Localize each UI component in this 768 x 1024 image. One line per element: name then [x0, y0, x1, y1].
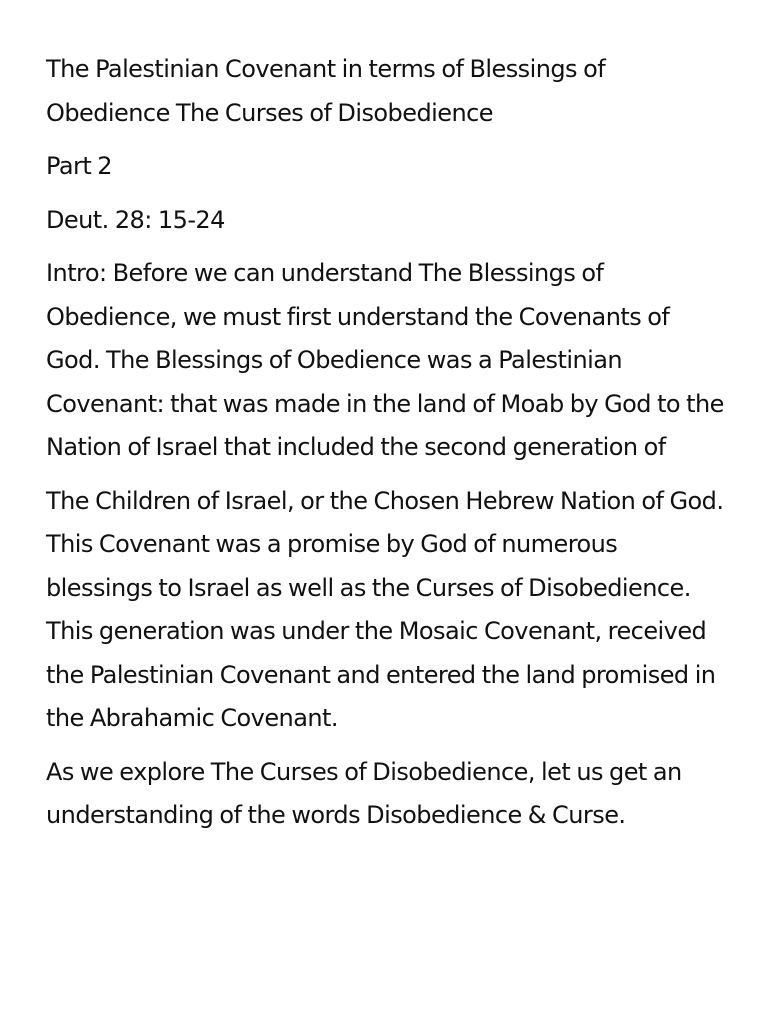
document-title: The Palestinian Covenant in terms of Blessings of Obedience The Curses of Disobedience [46, 55, 606, 127]
document-part: Part 2 [46, 152, 112, 180]
scripture-reference: Deut. 28: 15-24 [46, 205, 225, 234]
closing-paragraph: As we explore The Curses of Disobedience, let us get an understanding of the words Disobedience & Curse. [46, 757, 682, 829]
intro-paragraph: Intro: Before we can understand The Blessings of Obedience, we must first understand the Covenants of God. The Blessings of Obedience was a Palestinian Covenant: that was made in the land of Moab by God to the Nation of Israel that included the second generation of [46, 259, 724, 461]
body-paragraph: The Children of Israel, or the Chosen Hebrew Nation of God. This Covenant was a promise by God of numerous blessings to Israel as well as the Curses of Disobedience. This generation was under the Mosaic Covenant, received the Palestinian Covenant and entered the land promised in the Abrahamic Covenant. [46, 486, 724, 732]
